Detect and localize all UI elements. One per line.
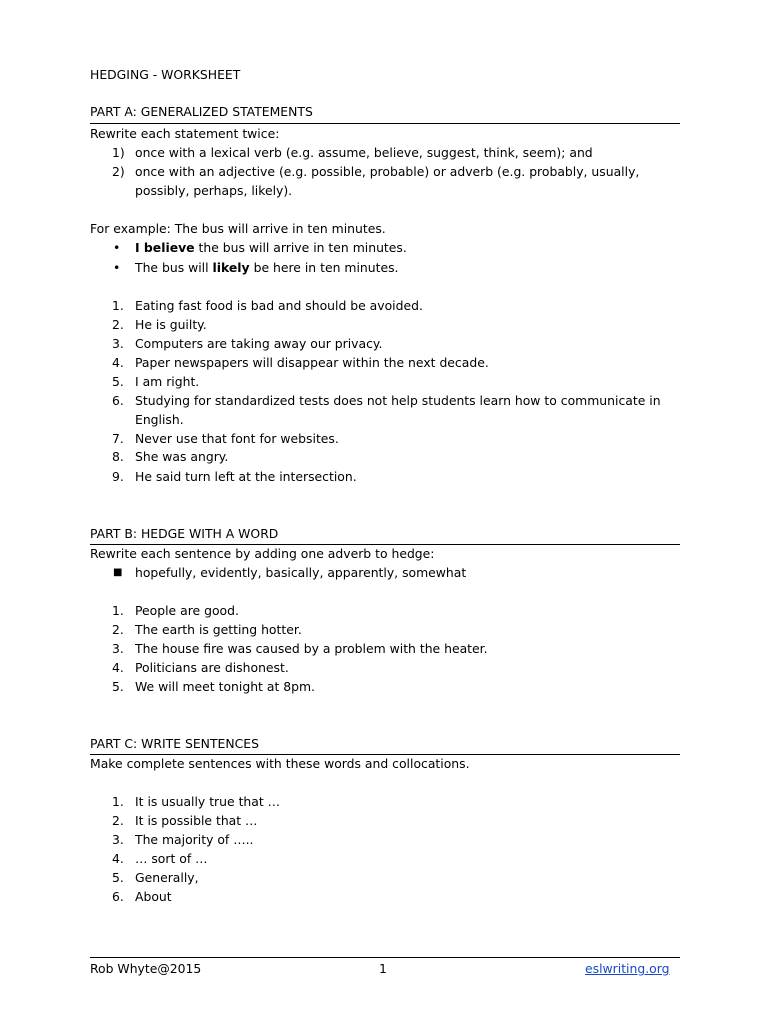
list-item: Studying for standardized tests does not help students learn how to communicate in <box>135 393 661 408</box>
step-text-continued: possibly, perhaps, likely). <box>135 183 293 198</box>
list-item: About <box>135 889 172 904</box>
part-b-heading: PART B: HEDGE WITH A WORD <box>90 526 279 541</box>
step-text: once with an adjective (e.g. possible, probable) or adverb (e.g. probably, usually, <box>135 164 640 179</box>
part-b-instruction: Rewrite each sentence by adding one adverb to hedge: <box>90 546 435 561</box>
bullet-icon: • <box>113 260 121 275</box>
list-item: Never use that font for websites. <box>135 431 339 446</box>
example-rest: the bus will arrive in ten minutes. <box>194 240 407 255</box>
part-c-heading: PART C: WRITE SENTENCES <box>90 736 259 751</box>
list-number: 4. <box>112 355 124 370</box>
list-number: 1. <box>112 794 124 809</box>
bullet-icon: • <box>113 240 121 255</box>
footer-rule <box>90 957 680 958</box>
list-item: She was angry. <box>135 449 229 464</box>
square-bullet-icon: ■ <box>113 567 123 578</box>
list-item: Paper newspapers will disappear within the next decade. <box>135 355 489 370</box>
part-a-rule <box>90 123 680 124</box>
step-text: once with a lexical verb (e.g. assume, believe, suggest, think, seem); and <box>135 145 593 160</box>
list-number: 3. <box>112 641 124 656</box>
part-c-rule <box>90 754 680 755</box>
list-number: 4. <box>112 851 124 866</box>
part-a-heading: PART A: GENERALIZED STATEMENTS <box>90 104 313 119</box>
list-item-continued: English. <box>135 412 184 427</box>
page-title: HEDGING - WORKSHEET <box>90 67 241 82</box>
example-intro: For example: The bus will arrive in ten minutes. <box>90 221 386 236</box>
adverb-list: hopefully, evidently, basically, apparently, somewhat <box>135 565 467 580</box>
list-number: 6. <box>112 889 124 904</box>
list-number: 1. <box>112 298 124 313</box>
list-item: The earth is getting hotter. <box>135 622 302 637</box>
list-number: 2. <box>112 317 124 332</box>
list-item: Politicians are dishonest. <box>135 660 289 675</box>
list-number: 7. <box>112 431 124 446</box>
list-number: 6. <box>112 393 124 408</box>
list-item: It is usually true that … <box>135 794 281 809</box>
part-a-instruction: Rewrite each statement twice: <box>90 126 280 141</box>
part-b-rule <box>90 544 680 545</box>
page-number: 1 <box>379 961 387 976</box>
example-pre: The bus will <box>135 260 213 275</box>
example-emphasis: likely <box>212 260 250 275</box>
list-item: … sort of … <box>135 851 208 866</box>
list-number: 3. <box>112 336 124 351</box>
list-item: Generally, <box>135 870 199 885</box>
list-number: 1. <box>112 603 124 618</box>
example-emphasis: I believe <box>135 240 195 255</box>
step-marker: 2) <box>112 164 125 179</box>
list-item: People are good. <box>135 603 239 618</box>
list-item: Eating fast food is bad and should be avoided. <box>135 298 423 313</box>
list-item: He said turn left at the intersection. <box>135 469 357 484</box>
list-number: 5. <box>112 374 124 389</box>
list-number: 2. <box>112 622 124 637</box>
list-item: Computers are taking away our privacy. <box>135 336 383 351</box>
example-line <box>135 240 407 256</box>
list-number: 5. <box>112 679 124 694</box>
list-item: He is guilty. <box>135 317 207 332</box>
list-number: 4. <box>112 660 124 675</box>
list-item: It is possible that … <box>135 813 258 828</box>
list-item: The majority of ….. <box>135 832 254 847</box>
list-number: 5. <box>112 870 124 885</box>
list-number: 3. <box>112 832 124 847</box>
part-c-instruction: Make complete sentences with these words and collocations. <box>90 756 470 771</box>
list-item: I am right. <box>135 374 200 389</box>
example-rest: be here in ten minutes. <box>249 260 399 275</box>
footer-link[interactable]: eslwriting.org <box>585 961 670 976</box>
list-item: The house fire was caused by a problem with the heater. <box>135 641 488 656</box>
list-number: 9. <box>112 469 124 484</box>
footer-author: Rob Whyte@2015 <box>90 961 202 976</box>
list-item: We will meet tonight at 8pm. <box>135 679 315 694</box>
list-number: 2. <box>112 813 124 828</box>
step-marker: 1) <box>112 145 125 160</box>
list-number: 8. <box>112 449 124 464</box>
example-line <box>135 260 398 276</box>
